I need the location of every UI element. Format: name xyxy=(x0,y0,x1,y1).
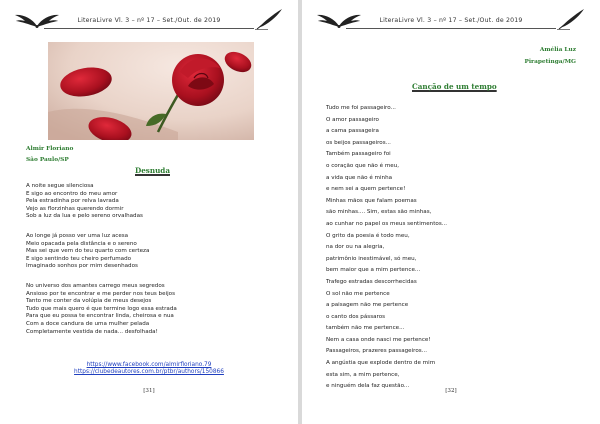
rose-photo xyxy=(48,42,254,140)
poem-line: ao cunhar no papel os meus sentimentos... xyxy=(326,220,448,227)
poem-line: Imaginado sonhos por mim desenhados xyxy=(26,263,138,270)
poem-line: E sigo sentindo teu cheiro perfumado xyxy=(26,255,132,262)
poem-line: Nem a casa onde nasci me pertence! xyxy=(326,336,431,343)
author-location: São Paulo/SP xyxy=(26,157,69,163)
poem-line: Ao longe já posso ver uma luz acesa xyxy=(26,233,129,239)
page-number: [31] xyxy=(143,388,155,394)
page-number: [32] xyxy=(445,388,457,394)
poem-stanza xyxy=(26,183,276,221)
poem-line: Sob a luz da lua e pelo sereno orvalhadas xyxy=(26,213,143,220)
poem-line: Completamente vestida de nada... desfolhada! xyxy=(26,328,158,335)
poem-line: Também passageiro foi xyxy=(326,151,391,158)
poem-line: e nem sei a quem pertence! xyxy=(326,186,406,193)
poem-line: Vejo as florzinhas querendo dormir xyxy=(26,205,124,212)
poem-title: Canção de um tempo xyxy=(412,82,497,91)
header-rule xyxy=(346,28,556,29)
author-location: Pirapetinga/MG xyxy=(524,59,576,65)
author-name: Almir Floriano xyxy=(26,146,74,152)
poem-line: patrimônio inestimável, só meu, xyxy=(326,255,417,262)
quill-pen-icon xyxy=(556,8,586,30)
poem-line: O grito da poesia é todo meu, xyxy=(326,232,410,239)
author-name: Amélia Luz xyxy=(539,47,576,53)
quill-pen-icon xyxy=(254,8,284,30)
poem-line: o canto dos pássaros xyxy=(326,313,386,320)
poem-stanza xyxy=(26,233,276,271)
poem-line: o coração que não é meu, xyxy=(326,162,400,169)
header-title: LiteraLivre Vl. 3 – nº 17 – Set./Out. de 2019 xyxy=(379,17,523,24)
poem-line: Trafego estradas descorrhecidas xyxy=(326,278,417,285)
poem-line: No universo dos amantes carrego meus segredos xyxy=(26,283,165,289)
page-header xyxy=(302,8,600,30)
header-rule xyxy=(44,28,254,29)
clubedeautores-link[interactable]: https://clubedeautores.com.br/ptbr/authors/150866 xyxy=(74,369,224,376)
poem-title: Desnuda xyxy=(135,166,170,175)
poem-line: Com a doce candura de uma mulher pelada xyxy=(26,320,150,327)
poem-line: Pela estradinha por relva lavrada xyxy=(26,198,119,205)
poem-body xyxy=(326,103,576,393)
poem-line: A angústia que explode dentro de mim xyxy=(326,360,436,367)
poem-stanza xyxy=(26,283,276,336)
poem-line: O sol não me pertence xyxy=(326,290,390,297)
poem-line: Minhas mãos que falam poemas xyxy=(326,197,417,204)
poem-line: bem maior que a mim pertence... xyxy=(326,267,421,274)
poem-line: Mas sei que vem do teu quarto com certeza xyxy=(26,248,150,255)
poem-line: Para que eu possa te encontrar linda, cheirosa e nua xyxy=(26,313,174,320)
poem-line: e ninguém dela faz questão... xyxy=(326,383,410,390)
poem-line: a cama passageira xyxy=(326,128,379,135)
poem-line: Passageiros, prazeres passageiros... xyxy=(326,348,428,355)
poem-line: O amor passageiro xyxy=(326,116,379,123)
poem-line: são minhas.... Sim, estas são minhas, xyxy=(326,209,432,216)
page-header xyxy=(0,8,298,30)
facebook-link[interactable]: https://www.facebook.com/almirfloriano.79 xyxy=(86,362,212,368)
author-links xyxy=(0,362,298,377)
poem-line: a paisagem não me pertence xyxy=(326,302,409,309)
poem-line: os beijos passageiros... xyxy=(326,139,391,146)
poem-line: Ansioso por te encontrar e me perder nos teus beijos xyxy=(26,290,175,297)
header-title: LiteraLivre Vl. 3 – nº 17 – Set./Out. de 2019 xyxy=(77,17,221,24)
poem-line: Tudo me foi passageiro... xyxy=(326,105,396,111)
poem-line: esta sim, a mim pertence, xyxy=(326,371,400,378)
poem-line: a vida que não é minha xyxy=(326,174,393,181)
poem-line: também não me pertence... xyxy=(326,325,405,332)
poem-line: E sigo ao encontro do meu amor xyxy=(26,190,118,197)
poem-line: na dor ou na alegria, xyxy=(326,244,385,251)
poem-line: Tudo que mais quero é que termine logo essa estrada xyxy=(26,305,177,312)
poem-line: A noite segue silenciosa xyxy=(26,183,94,189)
poem-line: Meio opacada pela distância e o sereno xyxy=(26,240,137,247)
left-page xyxy=(0,0,298,424)
poem-line: Tanto me conter da volúpia de meus desejos xyxy=(26,298,152,305)
right-page xyxy=(302,0,600,424)
